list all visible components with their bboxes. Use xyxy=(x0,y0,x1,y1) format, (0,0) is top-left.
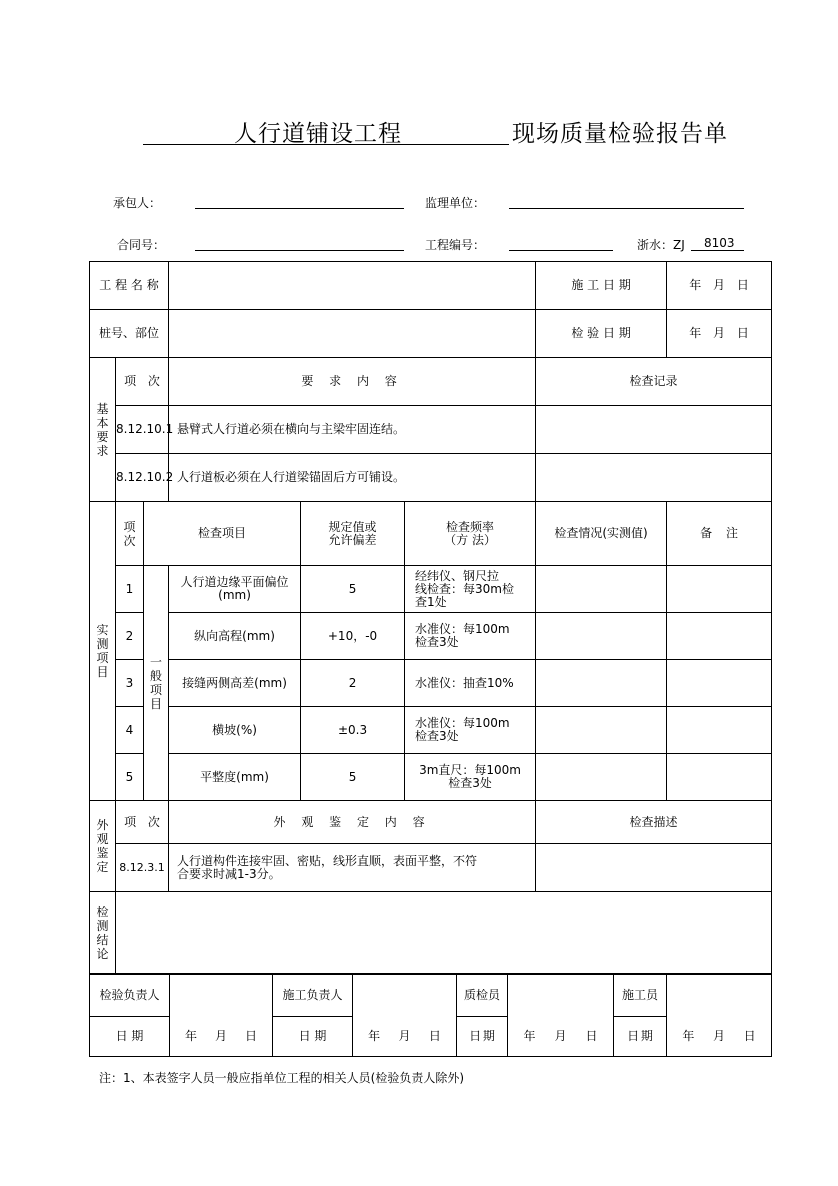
conclusion-field[interactable] xyxy=(116,892,772,974)
measured-col-remark: 备 注 xyxy=(667,502,772,566)
measured-row-remark[interactable] xyxy=(667,613,772,660)
basic-col-record: 检查记录 xyxy=(536,358,772,406)
measured-section-label: 实测项目 xyxy=(90,502,116,801)
project-no-field[interactable] xyxy=(509,250,613,251)
measured-row-no: 3 xyxy=(116,660,144,707)
measured-row-item: 人行道边缘平面偏位 (mm) xyxy=(169,566,301,613)
measured-col-spec: 规定值或 允许偏差 xyxy=(301,502,405,566)
basic-col-item: 项 次 xyxy=(116,358,169,406)
worker-sign-field[interactable] xyxy=(667,975,772,1017)
measured-row-item: 纵向高程(mm) xyxy=(169,613,301,660)
measured-row-no: 5 xyxy=(116,754,144,801)
project-name-label: 工 程 名 称 xyxy=(90,262,169,310)
measured-row-no: 4 xyxy=(116,707,144,754)
measured-row-no: 1 xyxy=(116,566,144,613)
worker-label: 施工员 xyxy=(614,975,667,1017)
footnote: 注：1、本表签字人员一般应指单位工程的相关人员(检验负责人除外) xyxy=(99,1071,465,1085)
form-code-underline xyxy=(691,250,744,251)
measured-row-item: 横坡(%) xyxy=(169,707,301,754)
appearance-col-content: 外 观 鉴 定 内 容 xyxy=(169,801,536,844)
supervisor-label: 监理单位： xyxy=(425,196,486,210)
form-code-value: 8103 xyxy=(704,236,735,250)
appearance-col-item: 项 次 xyxy=(116,801,169,844)
contract-no-field[interactable] xyxy=(195,250,404,251)
measured-row-remark[interactable] xyxy=(667,566,772,613)
basic-row-text: 人行道板必须在人行道梁锚固后方可铺设。 xyxy=(169,454,536,502)
conclusion-label: 检测结论 xyxy=(90,892,116,974)
measured-col-actual: 检查情况(实测值) xyxy=(536,502,667,566)
measured-row-item: 平整度(mm) xyxy=(169,754,301,801)
measured-row-freq: 水准仪：每100m 检查3处 xyxy=(405,707,536,754)
measured-row-freq: 经纬仪、钢尺拉 线检查：每30m检 查1处 xyxy=(405,566,536,613)
measured-row-remark[interactable] xyxy=(667,707,772,754)
construction-lead-sign-field[interactable] xyxy=(353,975,457,1017)
general-items-label: 一般项目 xyxy=(144,566,169,801)
inspection-date-label: 检 验 日 期 xyxy=(536,310,667,358)
appearance-row-text: 人行道构件连接牢固、密贴，线形直顺，表面平整，不符 合要求时减1-3分。 xyxy=(169,844,536,892)
basic-row-record[interactable] xyxy=(536,406,772,454)
construction-lead-date-field[interactable]: 年 月 日 xyxy=(353,1017,457,1057)
contractor-field[interactable] xyxy=(195,208,404,209)
quality-inspector-label: 质检员 xyxy=(457,975,508,1017)
project-name-field[interactable] xyxy=(169,262,536,310)
measured-row-freq: 3m直尺：每100m 检查3处 xyxy=(405,754,536,801)
measured-row-freq: 水准仪：每100m 检查3处 xyxy=(405,613,536,660)
quality-inspector-sign-field[interactable] xyxy=(508,975,614,1017)
supervisor-field[interactable] xyxy=(509,208,744,209)
inspector-label: 检验负责人 xyxy=(90,975,170,1017)
appearance-section-label: 外观鉴定 xyxy=(90,801,116,892)
inspection-date-field[interactable]: 年 月 日 xyxy=(667,310,772,358)
measured-row-spec: 5 xyxy=(301,754,405,801)
measured-row-spec: ±0.3 xyxy=(301,707,405,754)
worker-date-label: 日 期 xyxy=(614,1017,667,1057)
quality-inspector-date-label: 日 期 xyxy=(457,1017,508,1057)
appearance-col-desc: 检查描述 xyxy=(536,801,772,844)
worker-date-field[interactable]: 年 月 日 xyxy=(667,1017,772,1057)
basic-row-text: 悬臂式人行道必须在横向与主梁牢固连结。 xyxy=(169,406,536,454)
measured-row-no: 2 xyxy=(116,613,144,660)
measured-row-remark[interactable] xyxy=(667,660,772,707)
measured-row-spec: 2 xyxy=(301,660,405,707)
measured-row-spec: +10，-0 xyxy=(301,613,405,660)
inspector-sign-field[interactable] xyxy=(170,975,273,1017)
signature-table xyxy=(89,974,772,1057)
page-title: 现场质量检验报告单 xyxy=(512,121,728,147)
project-name: 人行道铺设工程 xyxy=(234,121,402,147)
quality-inspector-date-field[interactable]: 年 月 日 xyxy=(508,1017,614,1057)
basic-row-code: 8.12.10.2 xyxy=(116,454,169,502)
measured-row-actual[interactable] xyxy=(536,660,667,707)
appearance-row-desc[interactable] xyxy=(536,844,772,892)
measured-row-spec: 5 xyxy=(301,566,405,613)
appearance-row-code: 8.12.3.1 xyxy=(116,844,169,892)
construction-lead-label: 施工负责人 xyxy=(273,975,353,1017)
measured-row-freq: 水准仪：抽查10% xyxy=(405,660,536,707)
measured-row-actual[interactable] xyxy=(536,707,667,754)
measured-row-item: 接缝两侧高差(mm) xyxy=(169,660,301,707)
basic-row-code: 8.12.10.1 xyxy=(116,406,169,454)
inspector-date-field[interactable]: 年 月 日 xyxy=(170,1017,273,1057)
measured-col-check: 检查项目 xyxy=(144,502,301,566)
measured-row-actual[interactable] xyxy=(536,613,667,660)
construction-lead-date-label: 日 期 xyxy=(273,1017,353,1057)
inspector-date-label: 日 期 xyxy=(90,1017,170,1057)
basic-col-content: 要 求 内 容 xyxy=(169,358,536,406)
basic-section-label: 基本要求 xyxy=(90,358,116,502)
construction-date-label: 施 工 日 期 xyxy=(536,262,667,310)
location-field[interactable] xyxy=(169,310,536,358)
project-no-label: 工程编号： xyxy=(425,238,486,252)
measured-row-remark[interactable] xyxy=(667,754,772,801)
measured-row-actual[interactable] xyxy=(536,566,667,613)
measured-col-item: 项次 xyxy=(116,502,144,566)
construction-date-field[interactable]: 年 月 日 xyxy=(667,262,772,310)
inspection-table xyxy=(89,261,772,974)
contract-no-label: 合同号： xyxy=(117,238,166,252)
form-code-label: 浙水：ZJ xyxy=(637,238,685,252)
location-label: 桩号、部位 xyxy=(90,310,169,358)
measured-row-actual[interactable] xyxy=(536,754,667,801)
contractor-label: 承包人： xyxy=(113,196,162,210)
measured-col-freq: 检查频率 （方 法） xyxy=(405,502,536,566)
basic-row-record[interactable] xyxy=(536,454,772,502)
